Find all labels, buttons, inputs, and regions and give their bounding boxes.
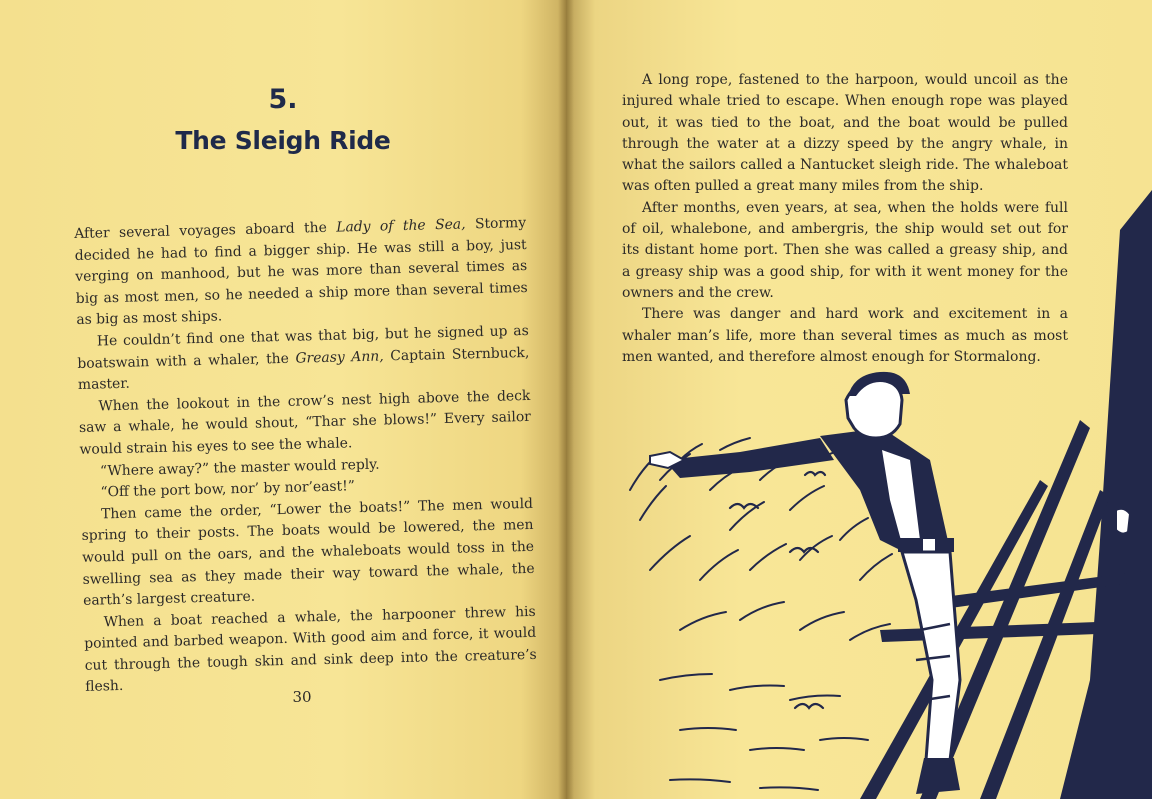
paragraph: “Off the port bow, nor’ by nor’east!” xyxy=(100,478,356,501)
chapter-title: The Sleigh Ride xyxy=(175,126,391,155)
paragraph: After months, even years, at sea, when the holds were full of oil, whalebone, and ambergris, the ship would set out for its distant home port. Then she was called a greasy ship, and a greasy ship was a good ship, for with it went money for the owners and the crew. xyxy=(622,199,1068,301)
paragraph: Then came the order, “Lower the boats!” The men would spring to their posts. The boats would be lowered, the men would pull on the oars, and the whaleboats would toss in the swelling sea as they made their way toward the whale, the earth’s largest creature. xyxy=(81,495,535,609)
book-gutter xyxy=(558,0,574,799)
chapter-number: 5. xyxy=(268,84,298,115)
paragraph: A long rope, fastened to the harpoon, would uncoil as the injured whale tried to escape. When enough rope was played out, it was tied to the boat, and the boat would be pulled through the water at a dizzy speed by the angry whale, in what the sailors called a Nantucket sleigh ride. The whaleboat was often pulled a great many miles from the ship. xyxy=(622,72,1068,195)
left-page-body xyxy=(74,213,537,699)
paragraph: After several voyages aboard the Lady of the Sea, Stormy decided he had to find a bigger ship. He was still a boy, just verging on manhood, but he was more than several times as big as most men, so he needed a ship more than several times as big as most ships. xyxy=(74,214,528,329)
birds-icon xyxy=(730,472,825,708)
paragraph: When a boat reached a whale, the harpooner threw his pointed and barbed weapon. With good aim and force, it would cut through the tough skin and sink deep into the creature’s flesh. xyxy=(84,603,537,696)
paragraph: He couldn’t find one that was that big, but he signed up as boatswain with a whaler, the Greasy Ann, Captain Sternbuck, master. xyxy=(77,322,530,394)
sailor-illustration xyxy=(620,160,1152,799)
paragraph: “Where away?” the master would reply. xyxy=(99,456,380,479)
paragraph: There was danger and hard work and excitement in a whaler man’s life, more than several times as much as most men wanted, and therefore almost enough for Stormalong. xyxy=(622,306,1068,365)
page-number: 30 xyxy=(292,688,312,706)
paragraph: When the lookout in the crow’s nest high above the deck saw a whale, he would shout, “Thar she blows!” Every sailor would strain his eyes to see the whale. xyxy=(78,387,532,458)
